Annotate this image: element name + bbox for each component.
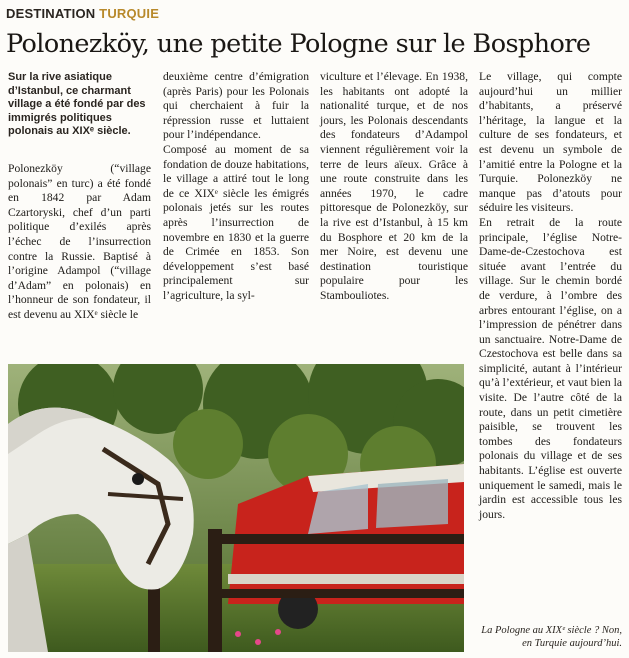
section-header	[6, 6, 159, 21]
article-title: Polonezköy, une petite Pologne sur le Bosphore	[6, 29, 591, 59]
column-1	[8, 162, 151, 323]
paragraph: En retrait de la route principale, l’église Notre-Dame-de-Czestochova est située avant l’entrée du village. Sur le chemin bordé de verdure, à l’ombre des arbres entourant l’église, on a l’impression de pénétrer dans un sanctuaire. Notre-Dame de Czestochova est belle dans sa simplicité, autant à l’intérieur qu’à l’extérieur, et vaut bien la visite. De l’autre côté de la route, dans un petit cimetière paisible, se trouvent les tombes des fondateurs polonais du village et de ses habitants. L’église est ouverte uniquement le samedi, mais le jardin est accessible tous les jours.	[479, 215, 622, 521]
country-label: TURQUIE	[99, 6, 160, 21]
column-4	[479, 70, 622, 522]
paragraph: Polonezköy (“village polonais” en turc) a été fondé en 1842 par Adam Czartoryski, chef d’un parti politique d’exilés après l’échec de l’insurrection contre la Russie. Baptisé à l’origine Adampol (“village d’Adam” en polonais) en l’honneur de son fondateur, il est devenu au XIXᵉ siècle le	[8, 162, 151, 321]
paragraph: viculture et l’élevage. En 1938, les habitants ont adopté la nationalité turque, et de nos jours, les Polonais descendants des fondateurs d’Adampol viennent régulièrement voir la terre de leurs aïeux. Grâce à une route construite dans les années 1970, le cadre pittoresque de Polonezköy, sur la rive est d’Istanbul, à 15 km du Bosphore et 20 km de la mer Noire, est devenu une destination touristique populaire pour les Stambouliotes.	[320, 70, 468, 302]
photo-caption: La Pologne au XIXᵉ siècle ? Non, en Turquie aujourd’hui.	[481, 625, 622, 649]
paragraph: deuxième centre d’émigration (après Paris) pour les Polonais qui cherchaient à fuir la répression russe et luttaient pour l’indépendance.	[163, 70, 309, 142]
column-2	[163, 70, 309, 304]
paragraph: Le village, qui compte aujourd’hui un millier d’habitants, a préservé l’héritage, la langue et la culture de ses fondateurs, et est devenu un symbole de l’amitié entre la Pologne et la Turquie. Polonezköy ne manque pas d’atouts pour séduire les visiteurs.	[479, 70, 622, 215]
article-lead: Sur la rive asiatique d’Istanbul, ce charmant village a été fondé par des immigrés politiques polonais au XIXᵉ siècle.	[8, 71, 146, 138]
paragraph: Composé au moment de sa fondation de douze habitations, le village a attiré tout le long de ce XIXᵉ siècle les émigrés polonais jetés sur les routes après l’insurrection de novembre en 1830 et la guerre de Crimée en 1853. Son développement s’est basé principalement sur l’agriculture, la syl-	[163, 142, 309, 302]
article-photo	[8, 364, 464, 652]
column-3	[320, 70, 468, 304]
section-label: DESTINATION	[6, 6, 96, 21]
